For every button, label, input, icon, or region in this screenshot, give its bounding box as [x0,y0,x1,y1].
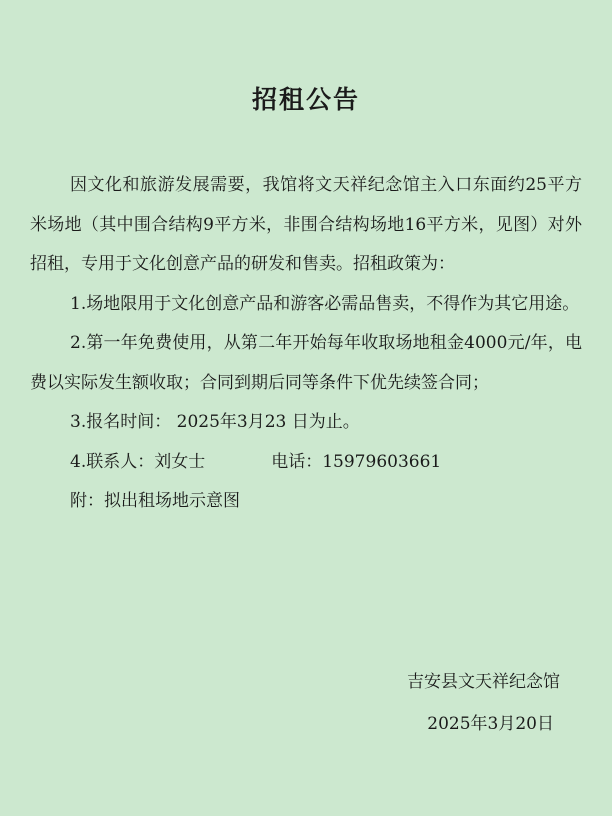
issue-date: 2025年3月20日 [427,714,554,734]
intro-paragraph: 因文化和旅游发展需要，我馆将文天祥纪念馆主入口东面约25平方米场地（其中围合结构9平方米，非围合结构场地16平方米，见图）对外招租，专用于文化创意产品的研发和售卖。招租政策为： [30,175,582,274]
policy-item-1: 1.场地限用于文化创意产品和游客必需品售卖，不得作为其它用途。 [70,293,580,314]
notice-body [30,166,582,522]
attachment-note: 附：拟出租场地示意图 [70,491,240,511]
policy-item-3: 3.报名时间： 2025年3月23 日为止。 [70,412,360,432]
policy-item-2: 2.第一年免费使用，从第二年开始每年收取场地租金4000元/年，电费以实际发生额收取；合同到期后同等条件下优先续签合同； [30,333,582,393]
contact-person: 4.联系人：刘女士 [70,451,206,472]
contact-phone: 电话：15979603661 [271,451,442,472]
contact-row [30,443,582,483]
issuing-organization: 吉安县文天祥纪念馆 [407,672,560,692]
notice-title: 招租公告 [251,85,360,114]
